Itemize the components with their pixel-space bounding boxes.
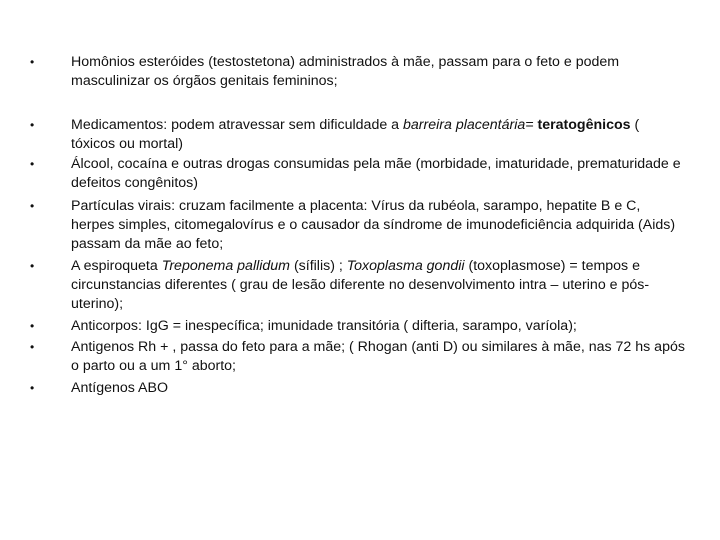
list-item-text	[71, 379, 686, 398]
list-item-text	[71, 53, 686, 91]
text-segment: Toxoplasma gondii	[346, 258, 465, 274]
bullet-icon: •	[30, 157, 35, 171]
text-segment: (sífilis) ;	[290, 258, 347, 274]
bullet-icon: •	[30, 259, 35, 273]
text-segment: Partículas virais: cruzam facilmente a placenta: Vírus da rubéola, sarampo, hepatite B e C, herpes simples, citomegalovírus e o causador da síndrome de imunodeficiência adquirida (Aids) passam da mãe ao feto;	[71, 198, 676, 252]
text-segment: ( tóxicos ou mortal)	[71, 117, 640, 152]
bullet-icon: •	[30, 118, 35, 132]
text-segment: barreira placentária=	[403, 117, 534, 133]
text-segment: Antígenos ABO	[71, 380, 169, 396]
bullet-icon: •	[30, 381, 35, 395]
text-segment: Antigenos Rh + , passa do feto para a mãe; ( Rhogan (anti D) ou similares à mãe, nas 72 hs após o parto ou a um 1° aborto;	[71, 339, 685, 374]
text-segment: Homônios esteróides (testostetona) administrados à mãe, passam para o feto e podem masculinizar os órgãos genitais femininos;	[71, 54, 620, 89]
list-item-text	[71, 197, 686, 254]
text-segment: A espiroqueta	[71, 258, 162, 274]
text-segment: Anticorpos: IgG = inespecífica; imunidade transitória ( difteria, sarampo, varíola);	[71, 318, 577, 334]
list-item-text	[71, 338, 686, 376]
bullet-icon: •	[30, 55, 35, 69]
bullet-icon: •	[30, 199, 35, 213]
text-segment: (toxoplasmose) = tempos e circunstancias diferentes ( grau de lesão diferente no desenvolvimento intra – uterino e pós-uterino);	[71, 258, 650, 312]
list-item-text	[71, 116, 686, 154]
bullet-icon: •	[30, 319, 35, 333]
text-segment: Álcool, cocaína e outras drogas consumidas pela mãe (morbidade, imaturidade, prematuridade e defeitos congênitos)	[71, 156, 681, 191]
bullet-icon: •	[30, 340, 35, 354]
text-segment: teratogênicos	[537, 117, 631, 133]
list-item-text	[71, 317, 686, 336]
text-segment: Treponema pallidum	[161, 258, 290, 274]
list-item-text	[71, 155, 686, 193]
text-segment: Medicamentos: podem atravessar sem dificuldade a	[71, 117, 403, 133]
list-item-text	[71, 257, 686, 314]
